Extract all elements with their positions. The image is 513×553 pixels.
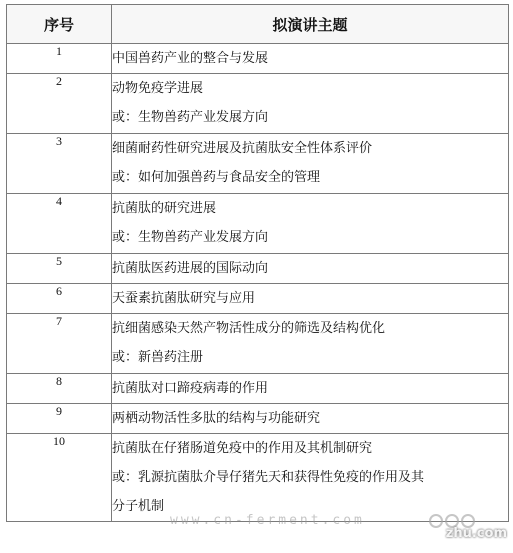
topics-table <box>6 4 509 522</box>
topic-line: 细菌耐药性研究进展及抗菌肽安全性体系评价 <box>112 141 373 156</box>
table-row <box>7 284 509 314</box>
row-number: 9 <box>7 404 112 434</box>
row-number: 4 <box>7 194 112 254</box>
row-topic <box>112 44 509 74</box>
row-topic <box>112 194 509 254</box>
topic-alt-line: 或：新兽药注册 <box>112 350 204 365</box>
table-row <box>7 434 509 522</box>
row-topic <box>112 314 509 374</box>
topic-line: 两栖动物活性多肽的结构与功能研究 <box>112 411 321 426</box>
row-topic <box>112 404 509 434</box>
row-number: 10 <box>7 434 112 522</box>
watermark-url: www.cn-ferment.com <box>170 513 365 528</box>
row-number: 5 <box>7 254 112 284</box>
row-topic <box>112 374 509 404</box>
topic-alt-line: 或：乳源抗菌肽介导仔猪先天和获得性免疫的作用及其 <box>112 470 425 485</box>
topic-line: 抗菌肽在仔猪肠道免疫中的作用及其机制研究 <box>112 441 373 456</box>
row-number: 8 <box>7 374 112 404</box>
topic-line: 抗菌肽对口蹄疫病毒的作用 <box>112 381 269 396</box>
table-row <box>7 314 509 374</box>
topic-alt-line: 或：生物兽药产业发展方向 <box>112 230 269 245</box>
table-row <box>7 404 509 434</box>
table-row <box>7 254 509 284</box>
row-topic <box>112 254 509 284</box>
row-topic <box>112 134 509 194</box>
row-number: 3 <box>7 134 112 194</box>
header-row <box>7 5 509 44</box>
topic-alt-line: 或：如何加强兽药与食品安全的管理 <box>112 170 321 185</box>
row-topic <box>112 434 509 522</box>
topic-line: 中国兽药产业的整合与发展 <box>112 51 269 66</box>
watermark-logo: zhu.com <box>445 526 507 541</box>
row-number: 7 <box>7 314 112 374</box>
topic-continuation-line: 分子机制 <box>112 499 165 514</box>
row-topic <box>112 74 509 134</box>
table-body <box>7 44 509 522</box>
topic-line: 抗菌肽医药进展的国际动向 <box>112 261 269 276</box>
table-row <box>7 194 509 254</box>
row-number: 6 <box>7 284 112 314</box>
table-row <box>7 74 509 134</box>
row-topic <box>112 284 509 314</box>
topic-line: 抗菌肽的研究进展 <box>112 201 217 216</box>
header-topic: 拟演讲主题 <box>112 5 509 44</box>
table-row <box>7 374 509 404</box>
topic-line: 天蚕素抗菌肽研究与应用 <box>112 291 256 306</box>
topic-line: 动物免疫学进展 <box>112 81 204 96</box>
row-number: 2 <box>7 74 112 134</box>
header-number: 序号 <box>7 5 112 44</box>
table-row <box>7 44 509 74</box>
table-row <box>7 134 509 194</box>
topic-alt-line: 或：生物兽药产业发展方向 <box>112 110 269 125</box>
row-number: 1 <box>7 44 112 74</box>
topic-line: 抗细菌感染天然产物活性成分的筛选及结构优化 <box>112 321 386 336</box>
